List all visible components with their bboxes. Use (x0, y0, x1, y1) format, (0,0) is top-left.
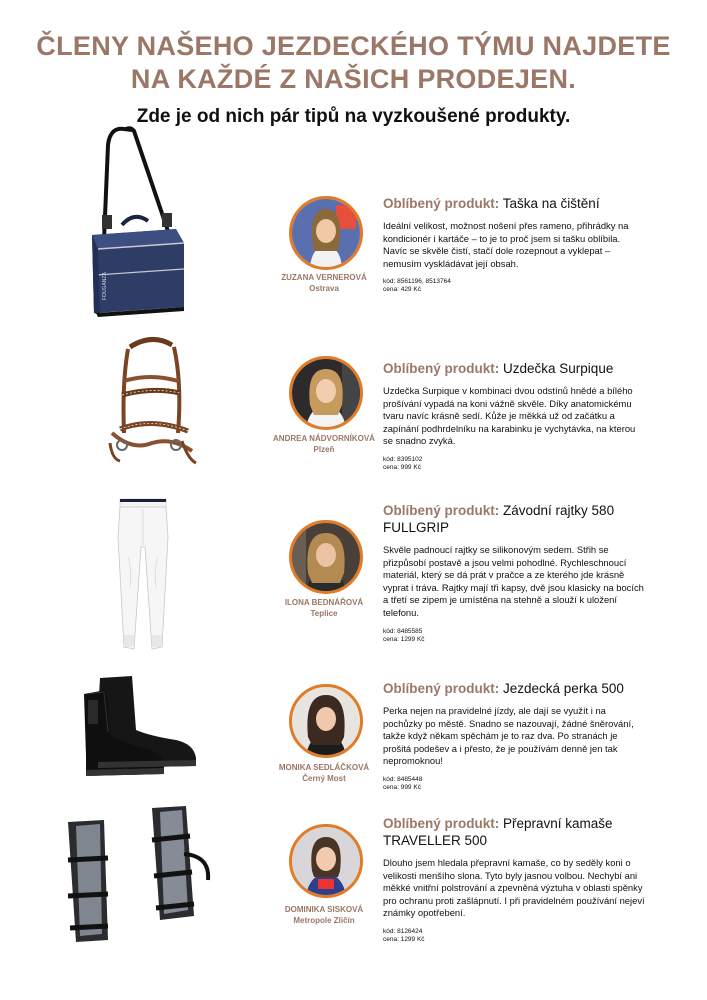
product-name: Jezdecká perka 500 (503, 681, 624, 696)
person-photo-icon (292, 199, 360, 267)
product-description: Uzdečka Surpique v kombinaci dvou odstínů hnědé a bílého prošívání vypadá na koni vážně skvěle. Díky anatomickému tvaru navíc krásně sedí. Kůže je měkká už od začátku a zapínání podhrdelníku na karabinku je vychytávka, na kterou se snadno zvyká. (383, 385, 636, 447)
product-description: Dlouho jsem hledala přepravní kamaše, co by seděly koni o velikosti menšího slona. Tyto byly jasnou volbou. Nechybí ani měkké vnitřní polstrování a zpevněná výztuha v oblasti spěnky pro ochranu proti zašlápnutí. I při pravidelném používání nejeví známky opotřebení. (383, 857, 645, 919)
person-name (252, 272, 396, 294)
person-name-text: ANDREA NÁDVORNÍKOVÁ (273, 434, 375, 443)
product-text (383, 815, 645, 944)
favorite-label: Oblíbený produkt: (383, 816, 500, 831)
product-description: Perka nejen na pravidelné jízdy, ale dají se využít i na pochůzky po městě. Snadno se nazouvají, žádné šněrování, takže když někam spěchám je to raz dva. Po stranách je prošitá podešev a i přesto, že je používám denně jen tak nepromoknou! (383, 705, 634, 767)
title-line-2: NA KAŽDÉ Z NAŠICH PRODEJEN. (130, 64, 577, 94)
avatar (289, 520, 363, 594)
product-price: cena: 999 Kč (383, 463, 421, 471)
favorite-label: Oblíbený produkt: (383, 196, 500, 211)
person-name-text: MONIKA SEDLÁČKOVÁ (278, 763, 370, 772)
product-price: cena: 1299 Kč (383, 635, 425, 643)
avatar (289, 824, 363, 898)
product-price: cena: 1299 Kč (383, 935, 425, 943)
bag-brand-label: FOUGANZA (102, 272, 108, 300)
product-name: Závodní rajtky 580 FULLGRIP (383, 503, 615, 535)
product-description: Skvěle padnoucí rajtky se silikonovým sedem. Střih se přizpůsobí postavě a jsou velmi pohodlné. Rychleschnoucí materiál, který se dá prát v pračce a ze kterého jde krásně vyprat i tráva. Rajtky mají tři kapsy, dvě jsou klasicky na bocích a třetí se zipem je umístěna na stehně a slouží k uložení telefonu. (383, 544, 644, 618)
product-text (383, 680, 645, 792)
favorite-product-heading (383, 815, 645, 849)
favorite-product-heading (383, 680, 645, 697)
person-photo-icon (292, 523, 360, 591)
page-title (0, 30, 707, 96)
product-name: Taška na čištění (502, 196, 600, 211)
product-name: Přepravní kamaše TRAVELLER 500 (383, 816, 613, 848)
person-city: Plzeň (313, 445, 335, 454)
person-name-text: ILONA BEDNÁŘOVÁ (284, 598, 364, 607)
person-name (252, 433, 396, 455)
person-photo-icon (292, 687, 360, 755)
breeches-image (112, 497, 174, 657)
product-code: kód: 8485448 (383, 775, 423, 783)
bridle-image (92, 333, 212, 473)
person-city: Ostrava (309, 284, 339, 293)
person-photo-icon (292, 827, 360, 895)
favorite-label: Oblíbený produkt: (383, 503, 500, 518)
grooming-bag-image (74, 125, 194, 325)
product-price: cena: 999 Kč (383, 783, 421, 791)
page-subtitle: Zde je od nich pár tipů na vyzkoušené produkty. (136, 106, 571, 127)
person-name-text: ZUZANA VERNEROVÁ (281, 273, 367, 282)
product-name: Uzdečka Surpique (503, 361, 614, 376)
avatar (289, 684, 363, 758)
person-name (252, 762, 396, 784)
person-city: Teplice (310, 609, 338, 618)
title-line-1: ČLENY NAŠEHO JEZDECKÉHO TÝMU NAJDETE (36, 31, 671, 61)
riding-boots-image (80, 670, 205, 782)
person-city: Metropole Zličín (293, 916, 355, 925)
favorite-product-heading (383, 502, 645, 536)
person-city: Černý Most (302, 774, 346, 783)
product-price: cena: 429 Kč (383, 286, 421, 294)
product-text (383, 195, 645, 294)
product-text (383, 360, 645, 472)
favorite-label: Oblíbený produkt: (383, 681, 500, 696)
favorite-product-heading (383, 360, 645, 377)
favorite-label: Oblíbený produkt: (383, 361, 500, 376)
avatar (289, 356, 363, 430)
person-name (252, 904, 396, 926)
product-text (383, 502, 645, 644)
avatar (289, 196, 363, 270)
travel-boots-image (60, 800, 220, 960)
product-description: Ideální velikost, možnost nošení přes rameno, přihrádky na kondicionér i kartáče – to je to proč jsem si tašku oblíbila. Navíc se skvěle čistí, stačí dole rozepnout a vyklepat – nemusím vyskládávat její obsah. (383, 220, 629, 269)
product-code: kód: 8395102 (383, 455, 423, 463)
product-code: kód: 8561196, 8513764 (383, 278, 451, 286)
person-name-text: DOMINIKA SISKOVÁ (284, 905, 364, 914)
product-code: kód: 8485585 (383, 627, 423, 635)
person-name (252, 597, 396, 619)
person-photo-icon (292, 359, 360, 427)
favorite-product-heading (383, 195, 645, 212)
product-code: kód: 8126424 (383, 927, 423, 935)
